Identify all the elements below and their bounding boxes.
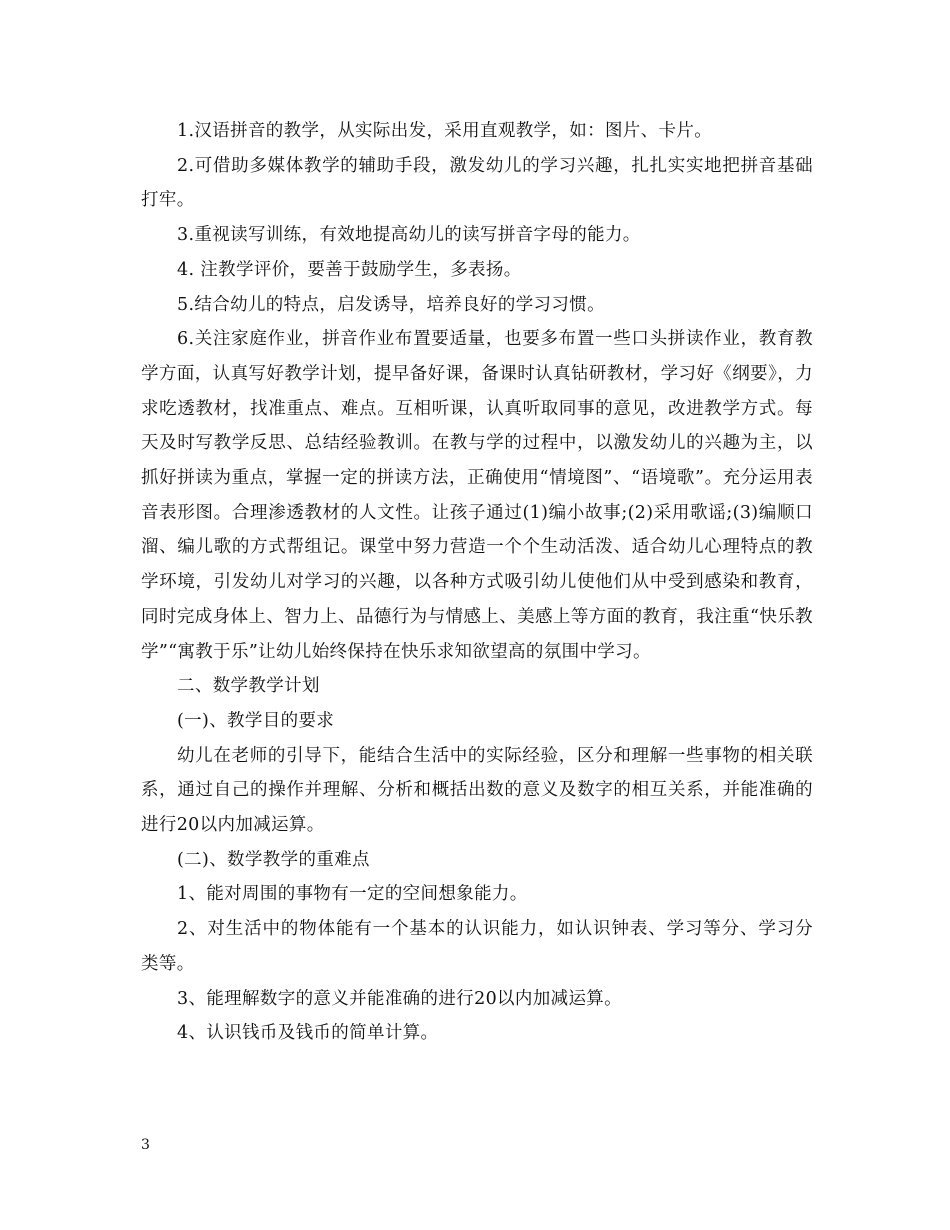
list-item-spatial: 1、能对周围的事物有一定的空间想象能力。	[177, 884, 528, 905]
subheading-teaching-goals: (一)、教学目的要求	[177, 710, 335, 731]
list-item-arithmetic: 3、能理解数字的意义并能准确的进行20以内加减运算。	[177, 988, 623, 1009]
page-number: 3	[141, 1137, 150, 1153]
subheading-key-points: (二)、数学教学的重难点	[177, 849, 370, 870]
paragraph-homework: 6.关注家庭作业，拼音作业布置要适量，也要多布置一些口头拼读作业，教育教学方面，认真写好教学计划，提早备好课，备课时认真钻研教材，学习好《纲要》，力求吃透教材，找准重点、难点。互相听课，认真听取同事的意见，改进教学方式。每天及时写教学反思、总结经验教训。在教与学的过程中，以激发幼儿的兴趣为主，以抓好拼读为重点，掌握一定的拼读方法，正确使用“情境图”、“语境歌”。充分运用表音表形图。合理渗透教材的人文性。让孩子通过(1)编小故事;(2)采用歌谣;(3)编顺口溜、编儿歌的方式帮组记。课堂中努力营造一个个生动活泼、适合幼儿心理特点的教学环境，引发幼儿对学习的兴趣，以各种方式吸引幼儿使他们从中受到感染和教育，同时完成身体上、智力上、品德行为与情感上、美感上等方面的教育，我注重“快乐教学”“寓教于乐”让幼儿始终保持在快乐求知欲望高的氛围中学习。	[141, 329, 813, 662]
paragraph-multimedia: 2.可借助多媒体教学的辅助手段，激发幼儿的学习兴趣，扎扎实实地把拼音基础打牢。	[141, 155, 813, 211]
paragraph-pinyin-teaching: 1.汉语拼音的教学，从实际出发，采用直观教学，如：图片、卡片。	[177, 121, 713, 141]
paragraph-learning-habits: 5.结合幼儿的特点，启发诱导，培养良好的学习习惯。	[177, 294, 605, 315]
paragraph-reading-writing: 3.重视读写训练，有效地提高幼儿的读写拼音字母的能力。	[177, 225, 641, 246]
list-item-currency: 4、认识钱币及钱币的简单计算。	[177, 1023, 439, 1044]
list-item-recognition: 2、对生活中的物体能有一个基本的认识能力，如认识钟表、学习等分、学习分类等。	[141, 919, 813, 974]
document-body	[141, 114, 813, 1051]
section-heading-math-plan: 二、数学教学计划	[177, 676, 320, 697]
paragraph-goals: 幼儿在老师的引导下，能结合生活中的实际经验，区分和理解一些事物的相关联系，通过自己的操作并理解、分析和概括出数的意义及数字的相互关系，并能准确的进行20以内加减运算。	[141, 745, 813, 836]
paragraph-evaluation: 4. 注教学评价，要善于鼓励学生，多表扬。	[177, 259, 522, 280]
